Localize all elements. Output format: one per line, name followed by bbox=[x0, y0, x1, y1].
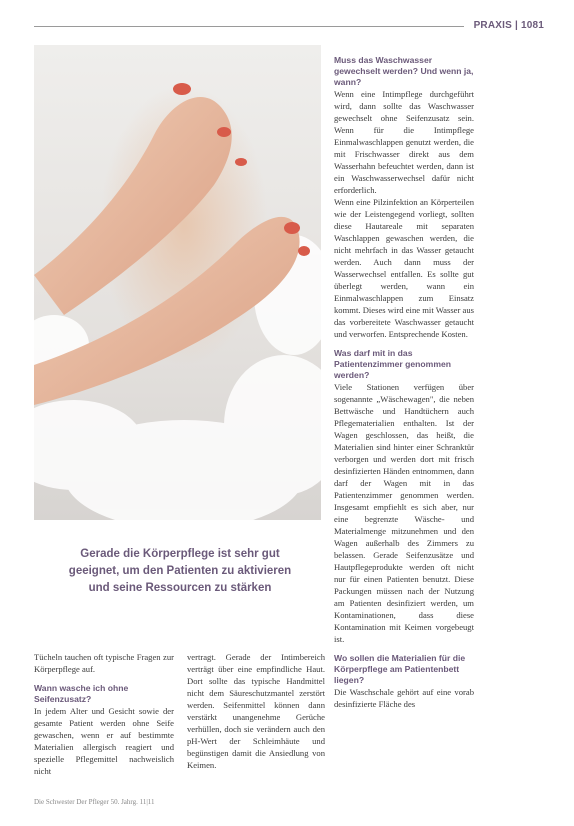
feet-bath-photo bbox=[34, 45, 321, 520]
right-para4: Die Waschschale gehört auf eine vorab desinfizierte Fläche des bbox=[334, 687, 474, 709]
left-column bbox=[34, 651, 174, 777]
left-para1: In jedem Alter und Gesicht sowie der gesamte Patient werden ohne Seife gewaschen, wenn er auf bestimmte Materialien allergisch reagiert und spezielle Pflegemittel nachweislich nicht bbox=[34, 706, 174, 776]
middle-para1: vertragt. Gerade der Intimbereich verträgt über eine empfindliche Haut. Dort sollte das typische Handmittel nicht dem Säureschutzmantel zerstört werden. Seifenmittel können dann verstärkt unangenehme Gerüche verhüllen, doch sie verändern auch den pH-Wert der Schleimhäute und begünstigen damit die Ansiedlung von Keimen. bbox=[187, 652, 325, 770]
heading-waschwasser: Muss das Waschwasser gewechselt werden? Und wenn ja, wann? bbox=[334, 55, 474, 87]
page-footer: Die Schwester Der Pfleger 50. Jahrg. 11|11 bbox=[34, 798, 155, 806]
right-para3: Viele Stationen verfügen über sogenannte „Wäschewagen", die neben Bettwäsche und Handtüchern auch Pflegematerialien enthalten. Ist der Wagen geschlossen, das heißt, die Materialien sind hinter einer Schranktür verborgen und werden dort mit frisch desinfizierten Händen entnommen, dann darf der Wagen mit in das Patientenzimmer genommen werden. Insgesamt empfiehlt es sich aber, nur eine begrenzte Wäsche- und Materialmenge mitzunehmen und den Wagen außerhalb des Zimmers zu belassen. Gerade Seifenzusätze und Hautpflegeprodukte werden oft nicht nur für einen Patienten benutzt. Diese Packungen müssen nach der Nutzung am Patienten desinfiziert werden, um Kontaminationen, dass diese Kontamination mit Keimen vorgebeugt ist. bbox=[334, 382, 474, 644]
header-rule bbox=[34, 26, 464, 27]
right-para2: Wenn eine Pilzinfektion an Körperteilen wie der Leistengegend vorliegt, sollten diese Hautareale mit separaten Waschlappen gewaschen werden, die nicht mehrfach in das Wasser getaucht werden. Auch dann muss der Wasserwechsel entfallen. Es sollte gut überlegt werden, wann ein Einmalwaschlappen zum Einsatz kommt. Dieses wird eine mit Wasser aus das vorbereitete Waschwasser getaucht und verworfen. Entsprechende Kosten. bbox=[334, 197, 474, 339]
left-intro: Tücheln tauchen oft typische Fragen zur Körperpflege auf. bbox=[34, 652, 174, 674]
heading-patientenzimmer: Was darf mit in das Patientenzimmer genommen werden? bbox=[334, 348, 451, 380]
heading-materialien: Wo sollen die Materialien für die Körperpflege am Patientenbett liegen? bbox=[334, 653, 466, 685]
right-para1: Wenn eine Intimpflege durchgeführt wird, dann sollte das Waschwasser gewechselt ohne Seifenzusatz sein. Wenn für die Intimpflege Einmalwaschlappen genutzt werden, die mit Frischwasser direkt aus dem Wasserhahn befeuchtet werden, dann ist ein Waschwasserwechsel dafür nicht erforderlich. bbox=[334, 89, 474, 195]
feet-bath-illustration bbox=[34, 45, 321, 520]
heading-soap: Wann wasche ich ohne Seifenzusatz? bbox=[34, 683, 129, 704]
right-column bbox=[334, 55, 474, 710]
middle-column bbox=[187, 651, 325, 771]
section-header: PRAXIS | 1081 bbox=[473, 20, 544, 31]
photo-caption: Gerade die Körperpflege ist sehr gut geeignet, um den Patienten zu aktivieren und seine Ressourcen zu stärken bbox=[68, 548, 292, 594]
